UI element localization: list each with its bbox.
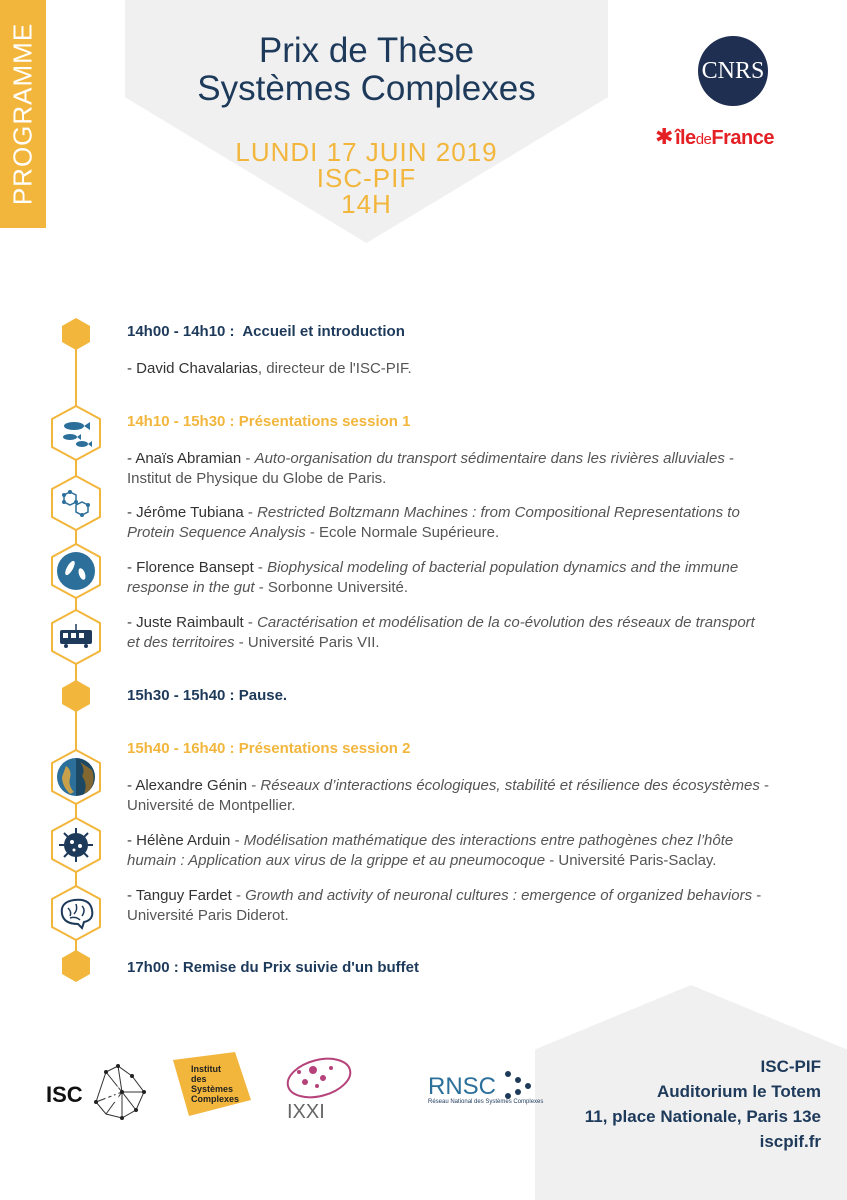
svg-text:ISC: ISC [46,1082,83,1107]
svg-text:IXXI: IXXI [287,1101,325,1123]
star-icon: ✱ [655,124,673,149]
svg-text:N: N [104,1082,120,1107]
ixxi-logo [283,1048,395,1124]
session1-heading: 14h10 - 15h30 : Présentations session 1 [127,413,411,430]
iscpif-logo [46,1062,150,1120]
tram-icon [50,608,102,666]
venue-line: ISC-PIF [316,163,417,193]
david-line: - David Chavalarias, directeur de l'ISC-PIF. [127,360,412,377]
rnsc-logo: RNSC Réseau National des Systèmes Complexes [428,1073,544,1105]
address-room: Auditorium le Totem [656,1082,821,1101]
session2-heading: 15h40 - 16h40 : Présentations session 2 [127,740,411,757]
ile-de-france-logo: ✱ îledeFrance [655,124,774,149]
title-line-1: Prix de Thèse [258,31,475,70]
website-link[interactable]: iscpif.fr [759,1132,821,1151]
timeline-node-remise [62,950,90,982]
time-line: 14H [341,189,392,219]
abramian-line-1: - Anaïs Abramian - Auto-organisation du transport sédimentaire dans les rivières alluviales - [127,450,734,467]
genin-line-2: Université de Montpellier. [127,797,296,814]
pause-line: 15h30 - 15h40 : Pause. [127,687,288,704]
cnrs-logo: CNRS [698,36,768,106]
raimbault-line-1: - Juste Raimbault - Caractérisation et modélisation de la co-évolution des réseaux de transport [127,614,755,631]
fardet-line-1: - Tanguy Fardet - Growth and activity of neuronal cultures : emergence of organized behaviors - [127,887,762,904]
timeline-node-pause [62,680,90,712]
institut-systemes-complexes-logo: Institut des Systèmes Complexes [173,1052,251,1116]
arduin-line-1: - Hélène Arduin - Modélisation mathématique des interactions entre pathogènes chez l’hôte [127,832,734,849]
remise-line: 17h00 : Remise du Prix suivie d'un buffet [127,959,419,976]
tubiana-line-2: Protein Sequence Analysis - Ecole Normale Supérieure. [127,524,500,541]
bansept-line-1: - Florence Bansept - Biophysical modeling of bacterial population dynamics and the immune [127,559,739,576]
globe-icon [50,748,102,806]
brain-icon [50,884,102,942]
bacteria-icon [50,542,102,600]
virus-icon [50,816,102,874]
title-line-2: Systèmes Complexes [197,69,536,108]
genin-line-1: - Alexandre Génin - Réseaux d’interactions écologiques, stabilité et résilience des écosystèmes - [127,777,770,794]
accueil-heading: 14h00 - 14h10 : Accueil et introduction [127,323,405,340]
fish-icon [50,404,102,462]
address-venue: ISC-PIF [760,1057,821,1076]
raimbault-line-2: et des territoires - Université Paris VII. [127,634,380,651]
date-line: LUNDI 17 JUIN 2019 [235,137,498,167]
programme-label: PROGRAMME [7,22,38,206]
arduin-line-2: humain : Application aux virus de la grippe et au pneumocoque - Université Paris-Saclay. [127,852,717,869]
address-street: 11, place Nationale, Paris 13e [584,1107,821,1126]
abramian-line-2: Institut de Physique du Globe de Paris. [127,470,387,487]
svg-text:RNSC: RNSC [428,1073,497,1100]
fardet-line-2: Université Paris Diderot. [127,907,289,924]
molecule-icon [50,474,102,532]
timeline-node-accueil [62,318,90,350]
bansept-line-2: response in the gut - Sorbonne Université. [127,579,408,596]
tubiana-line-1: - Jérôme Tubiana - Restricted Boltzmann Machines : from Compositional Representations to [127,504,740,521]
